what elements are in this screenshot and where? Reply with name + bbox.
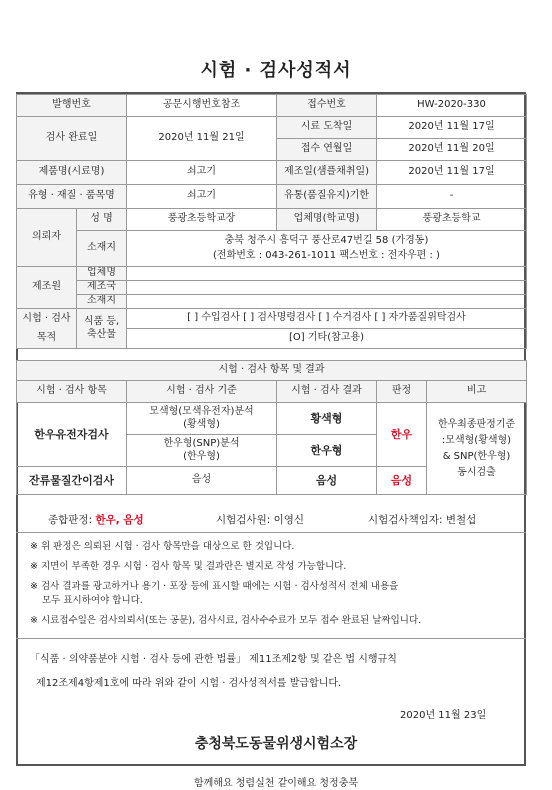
- requester-name-value: 풍광초등학교장: [127, 209, 277, 231]
- dna-remark: 한우최종판정기준 :모색형(황색형) & SNP(한우형) 동시검출: [427, 403, 527, 495]
- purpose-sub-label-line1: 식품 등,: [83, 316, 120, 327]
- requester-contact-line: (전화번호 : 043-261-1011 팩스번호 : 전자우편 : ): [213, 250, 440, 261]
- overall-judgement-label: 종합판정:: [48, 514, 93, 526]
- requester-label: 의뢰자: [17, 209, 77, 267]
- purpose-label-line2: 목적: [36, 331, 57, 343]
- manufacturer-country-value: [127, 281, 527, 295]
- manufacturer-country-label: 제조국: [77, 281, 127, 295]
- issuer-name: 충청북도동물위생시험소장: [194, 736, 358, 752]
- legal-line2: 제12조제4항제1호에 따라 위와 같이 시험 · 검사성적서를 발급합니다.: [36, 678, 342, 689]
- requester-address-line1: 충북 청주시 흥덕구 풍산로47번길 58 (가경동): [224, 234, 429, 246]
- requester-address-label: 소재지: [77, 231, 127, 267]
- results-section-title: 시험 · 검사 항목 및 결과: [17, 361, 527, 381]
- manufacturer-company-label: 업체명: [77, 267, 127, 281]
- results-header-result: 시험 · 검사 결과: [277, 381, 377, 403]
- requester-table: [16, 208, 527, 349]
- inspection-manager: 시험검사책임자: 변철섭: [368, 514, 477, 526]
- dna-criteria-snp: 한우형(SNP)분석 (한우형): [127, 435, 277, 467]
- residue-test-item: 잔류물질간이검사: [17, 467, 127, 495]
- type-label: 유형 · 재질 · 품목명: [17, 185, 127, 209]
- results-header-judgement: 판정: [377, 381, 427, 403]
- note-3-line1: ※ 검사 결과를 광고하거나 용기 · 포장 등에 표시할 때에는 시험 · 검사성적서 전체 내용을: [30, 581, 399, 592]
- results-header-remark: 비고: [427, 381, 527, 403]
- receipt-date-value: 2020년 11월 20일: [377, 139, 527, 161]
- note-1: ※ 위 판정은 의뢰된 시험 · 검사 항목만을 대상으로 한 것입니다.: [30, 541, 295, 552]
- dna-criteria-color: 모색형(모색유전자)분석 (황색형): [127, 403, 277, 435]
- residue-result: 음성: [277, 467, 377, 495]
- dna-result-snp: 한우형: [277, 435, 377, 467]
- note-3-line2: 모두 표시하여야 합니다.: [42, 595, 143, 606]
- receipt-no-value: HW-2020-330: [377, 95, 527, 117]
- requester-name-label: 성 명: [77, 209, 127, 231]
- purpose-sub-label-line2: 축산물: [87, 328, 116, 340]
- type-value: 쇠고기: [127, 185, 277, 209]
- slogan: 함께해요 청렴실천 같이해요 청정충북: [193, 778, 359, 789]
- overall-judgement-value: 한우, 음성: [95, 514, 144, 526]
- info-table: [16, 94, 527, 209]
- expiry-value: -: [377, 185, 527, 209]
- note-2: ※ 지면이 부족한 경우 시험 · 검사 항목 및 결과란은 별지로 작성 가능합니다.: [30, 561, 347, 572]
- complete-value: 2020년 11월 21일: [127, 117, 277, 161]
- manufacturer-address-label: 소재지: [77, 295, 127, 309]
- results-header-criteria: 시험 · 검사 기준: [127, 381, 277, 403]
- note-4: ※ 시료접수일은 검사의뢰서(또는 공문), 검사시료, 검사수수료가 모두 접수 완료된 날짜입니다.: [30, 615, 422, 626]
- purpose-label: [17, 309, 77, 349]
- requester-company-value: 풍광초등학교: [377, 209, 527, 231]
- issue-no-value: 공문시행번호참조: [127, 95, 277, 117]
- manufacturer-label: 제조원: [17, 267, 77, 309]
- manufacturer-address-value: [127, 295, 527, 309]
- complete-label: 검사 완료일: [17, 117, 127, 161]
- dna-test-item: 한우유전자검사: [17, 403, 127, 467]
- results-header-item: 시험 · 검사 항목: [17, 381, 127, 403]
- results-table: [16, 360, 527, 495]
- overall-judgement: [48, 512, 144, 527]
- mfg-label: 제조일(샘플채취일): [277, 161, 377, 185]
- summary-divider: [16, 532, 526, 533]
- purpose-label-line1: 시험 · 검사: [22, 313, 71, 324]
- issue-date: 2020년 11월 23일: [400, 710, 487, 721]
- residue-criteria: 음성: [127, 467, 277, 495]
- notes-divider: [16, 638, 526, 639]
- purpose-sub-label: [77, 309, 127, 349]
- manufacturer-company-value: [127, 267, 527, 281]
- product-label: 제품명(시료명): [17, 161, 127, 185]
- arrival-value: 2020년 11월 17일: [377, 117, 527, 139]
- legal-line1: 「식품 · 의약품분야 시험 · 검사 등에 관한 법률」 제11조제2항 및 같은 법 시행규칙: [30, 654, 397, 665]
- issue-no-label: 발행번호: [17, 95, 127, 117]
- dna-judgement: 한우: [377, 403, 427, 467]
- product-value: 쇠고기: [127, 161, 277, 185]
- mfg-value: 2020년 11월 17일: [377, 161, 527, 185]
- dna-result-color: 황색형: [277, 403, 377, 435]
- requester-company-label: 업체명(학교명): [277, 209, 377, 231]
- residue-judgement: 음성: [377, 467, 427, 495]
- expiry-label: 유통(품질유지)기한: [277, 185, 377, 209]
- receipt-date-label: 접수 연월일: [277, 139, 377, 161]
- arrival-label: 시료 도착일: [277, 117, 377, 139]
- purpose-options-row2: [O] 기타(참고용): [127, 329, 527, 349]
- inspector: 시험검사원: 이영신: [216, 514, 305, 526]
- purpose-options-row1: [ ] 수입검사 [ ] 검사명령검사 [ ] 수거검사 [ ] 자가품질위탁검사: [127, 309, 527, 329]
- summary-row: [16, 503, 526, 533]
- requester-address: [127, 231, 527, 267]
- document-title: 시험 · 검사성적서: [200, 60, 352, 81]
- receipt-no-label: 접수번호: [277, 95, 377, 117]
